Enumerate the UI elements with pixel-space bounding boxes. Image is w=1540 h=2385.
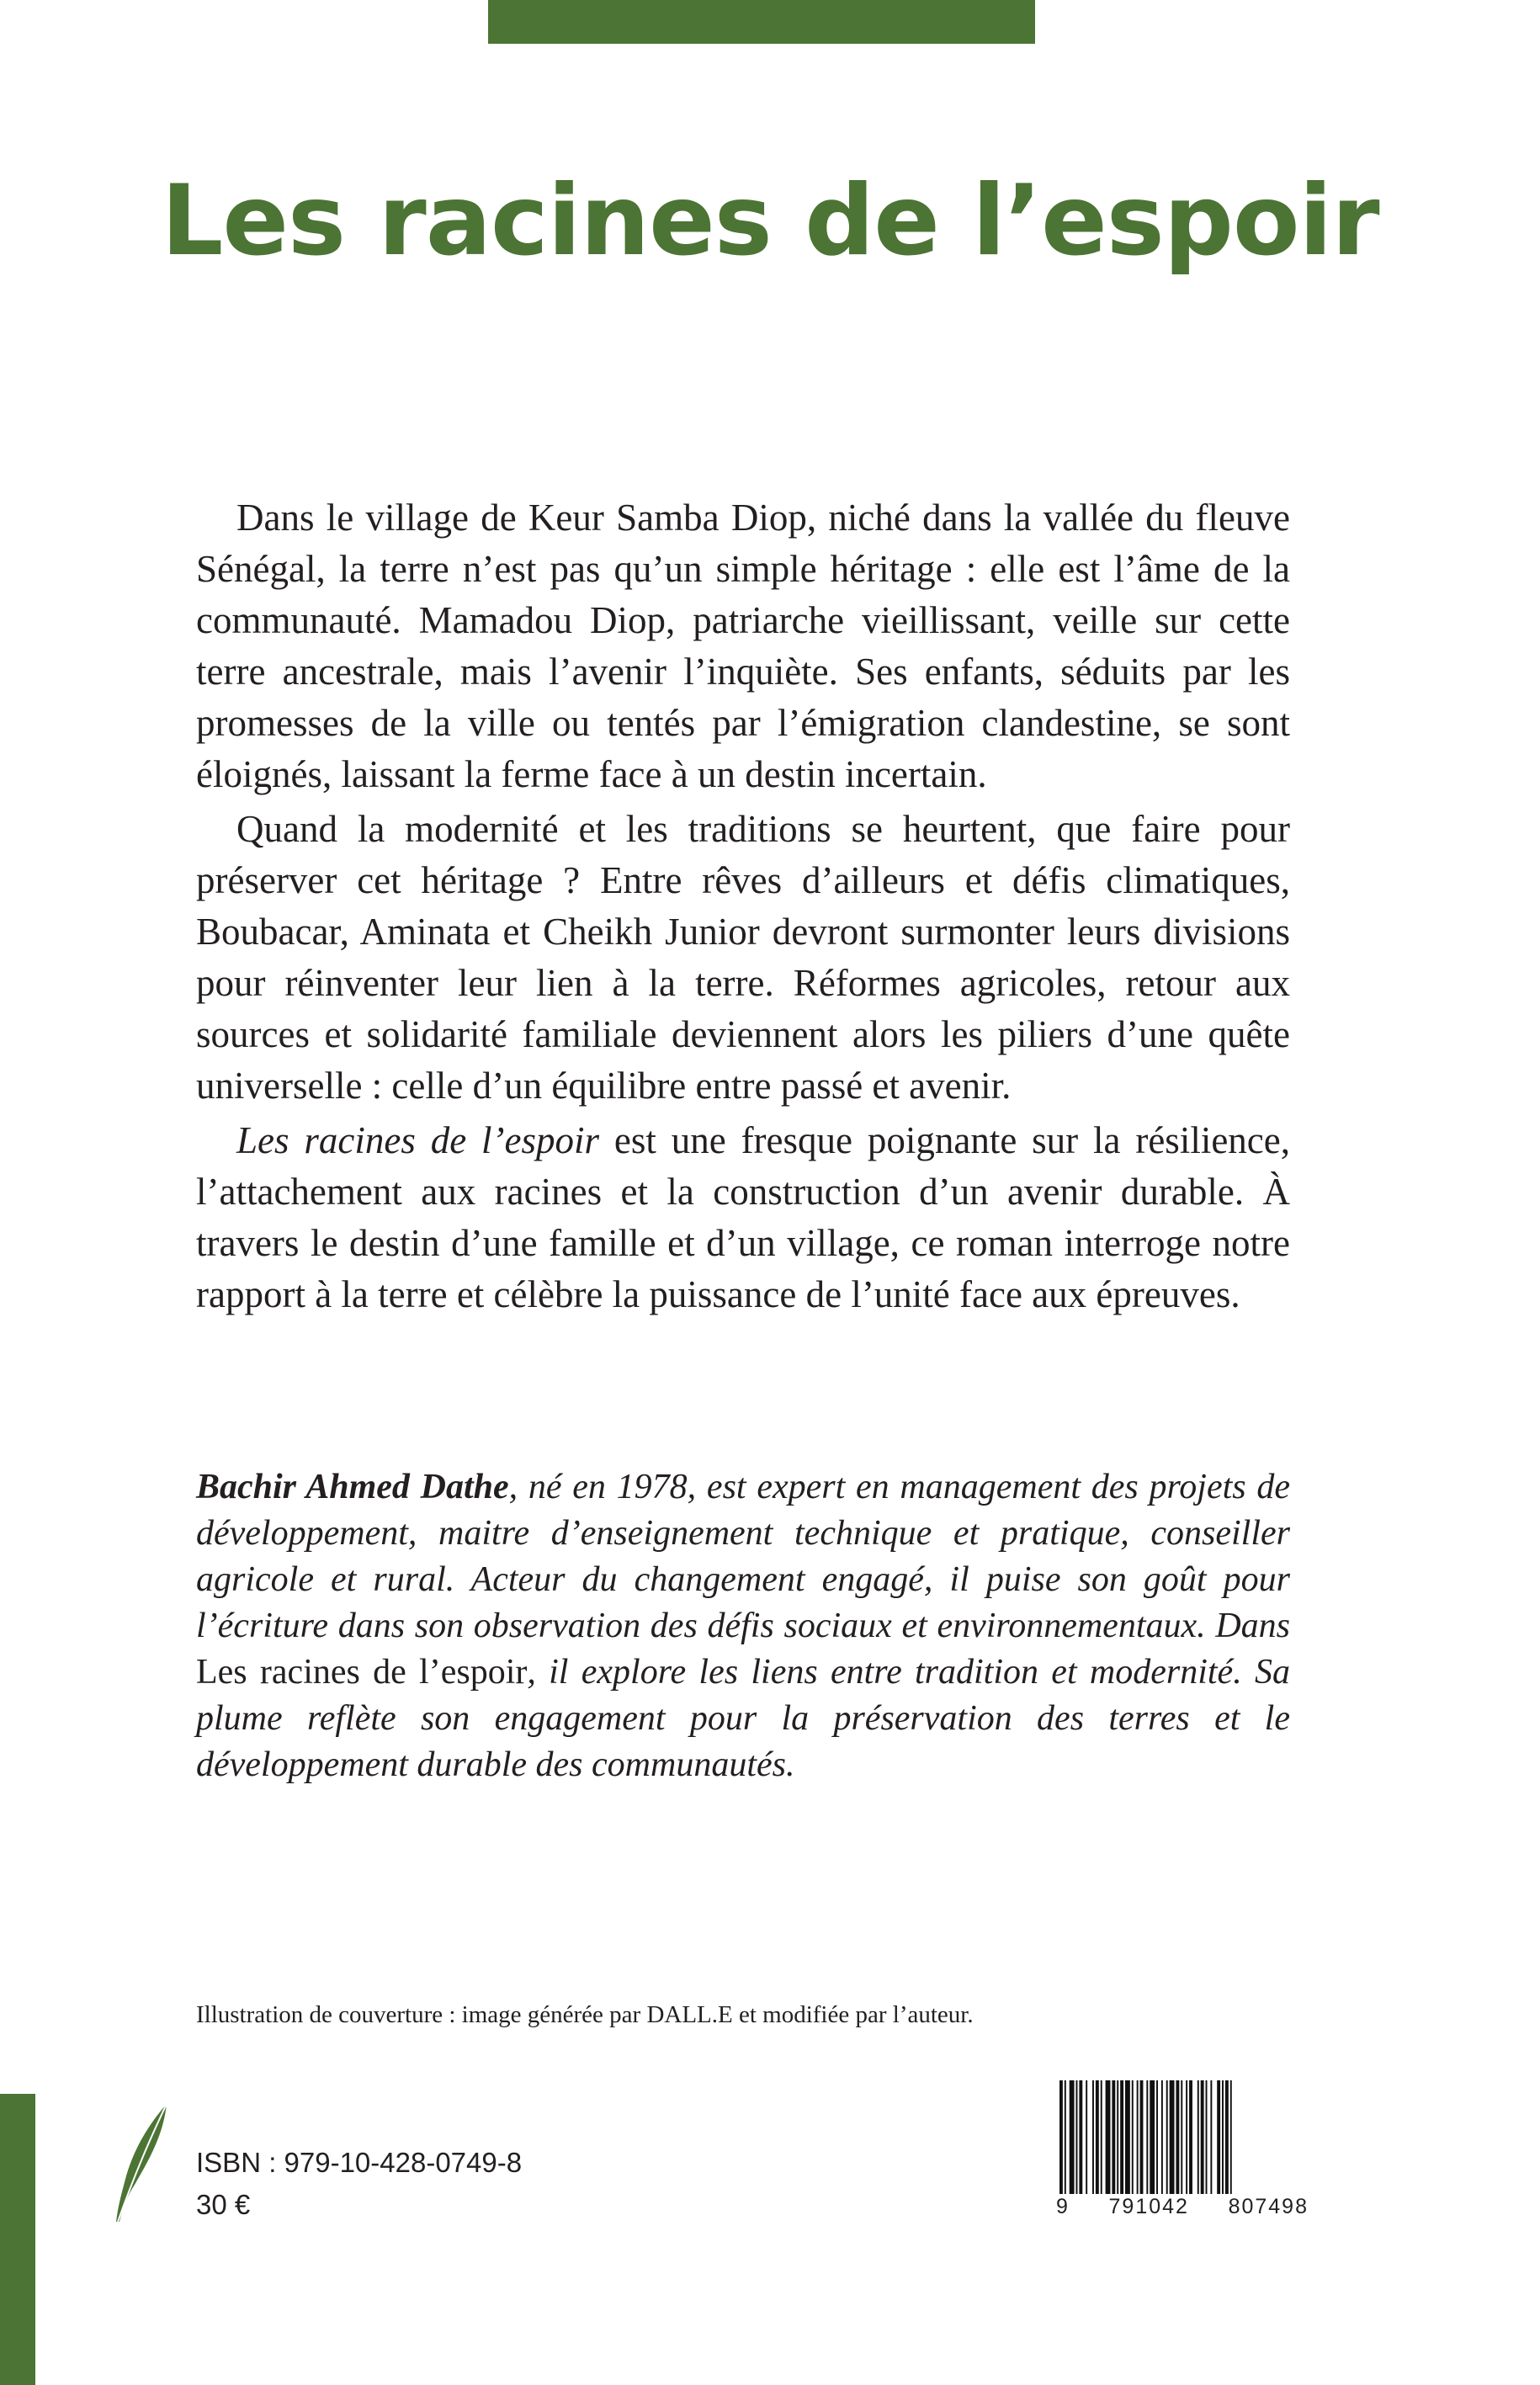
barcode-bar (1070, 2080, 1075, 2194)
feather-icon (108, 2102, 175, 2227)
barcode-bar (1106, 2080, 1111, 2194)
author-bio-text-b: , il explore les liens entre tradition et modernité. Sa plume reflète son engagement pour la préservation des terres et le développement durable des communautés. (196, 1653, 1290, 1784)
barcode-bar (1176, 2080, 1179, 2194)
isbn-number: ISBN : 979-10-428-0749-8 (196, 2147, 523, 2178)
barcode-bar (1225, 2080, 1229, 2194)
barcode-bar (1201, 2080, 1204, 2194)
barcode-bar (1161, 2080, 1163, 2194)
barcode-bar (1217, 2080, 1220, 2194)
author-bio-paragraph (196, 1464, 1290, 1788)
barcode-bar (1132, 2080, 1134, 2194)
barcode-bar (1150, 2080, 1155, 2194)
author-bio-text-a: , né en 1978, est expert en management des projets de développement, maitre d’enseignement technique et pratique, conseiller agricole et rural. Acteur du changement engagé, il puise son goût pour l’écriture dans son observation des défis sociaux et environnementaux. Dans (196, 1468, 1291, 1645)
summary-paragraph-1: Dans le village de Keur Samba Diop, niché dans la vallée du fleuve Sénégal, la terre n’est pas qu’un simple héritage : elle est l’âme de la communauté. Mamadou Diop, patriarche vieillissant, veille sur cette terre ancestrale, mais l’avenir l’inquiète. Ses enfants, séduits par les promesses de la ville ou tentés par l’émigration clandestine, se sont éloignés, laissant la ferme face à un destin incertain. (196, 497, 1290, 795)
barcode-bar (1120, 2080, 1123, 2194)
barcode-bar (1137, 2080, 1139, 2194)
barcode-bar (1086, 2080, 1087, 2194)
barcode (1056, 2080, 1309, 2194)
bio-book-title: Les racines de l’espoir (196, 1653, 528, 1692)
cover-credit: Illustration de couverture : image générée par DALL.E et modifiée par l’auteur. (196, 2001, 974, 2028)
barcode-bar (1065, 2080, 1066, 2194)
barcode-bar (1125, 2080, 1130, 2194)
summary-text (196, 492, 1290, 1324)
barcode-bar (1146, 2080, 1148, 2194)
summary-paragraph-3-text: est une fresque poignante sur la résilience, l’attachement aux racines et la construction d’un avenir durable. À travers le destin d’une famille et d’un village, ce roman interroge notre rapport à la terre et célèbre la puissance de l’unité face aux épreuves. (196, 1119, 1290, 1315)
barcode-bar (1197, 2080, 1199, 2194)
barcode-bar (1170, 2080, 1175, 2194)
barcode-bar (1186, 2080, 1187, 2194)
barcode-bar (1181, 2080, 1182, 2194)
barcode-bar (1096, 2080, 1099, 2194)
top-color-band (488, 0, 1035, 44)
barcode-bar (1101, 2080, 1102, 2194)
barcode-bar (1059, 2080, 1063, 2194)
barcode-bar (1189, 2080, 1192, 2194)
barcode-group-right: 807498 (1228, 2195, 1309, 2218)
author-name: Bachir Ahmed Dathe (196, 1468, 509, 1506)
barcode-group-left: 791042 (1108, 2195, 1189, 2218)
barcode-digit-first: 9 (1056, 2195, 1070, 2218)
book-title: Les racines de l’espoir (161, 164, 1379, 278)
barcode-bar (1222, 2080, 1224, 2194)
barcode-bar (1230, 2080, 1232, 2194)
bottom-left-color-band (0, 2094, 35, 2385)
barcode-bar (1076, 2080, 1078, 2194)
author-bio (196, 1464, 1290, 1788)
barcode-bar (1156, 2080, 1158, 2194)
price: 30 € (196, 2189, 251, 2220)
barcode-bar (1092, 2080, 1094, 2194)
barcode-bar (1112, 2080, 1115, 2194)
barcode-bar (1117, 2080, 1118, 2194)
barcode-bar (1140, 2080, 1144, 2194)
summary-paragraph-3 (196, 1115, 1290, 1320)
isbn-block (196, 2142, 522, 2226)
barcode-bar (1166, 2080, 1168, 2194)
barcode-bar (1210, 2080, 1212, 2194)
barcode-bar (1079, 2080, 1082, 2194)
barcode-bar (1206, 2080, 1208, 2194)
barcode-digits (1056, 2195, 1309, 2219)
summary-paragraph-2: Quand la modernité et les traditions se heurtent, que faire pour préserver cet héritage ? Entre rêves d’ailleurs et défis climatiques, Boubacar, Aminata et Cheikh Junior devront surmonter leurs divisions pour réinventer leur lien à la terre. Réformes agricoles, retour aux sources et solidarité familiale deviennent alors les piliers d’une quête universelle : celle d’un équilibre entre passé et avenir. (196, 808, 1290, 1107)
summary-title-reference: Les racines de l’espoir (236, 1119, 600, 1161)
